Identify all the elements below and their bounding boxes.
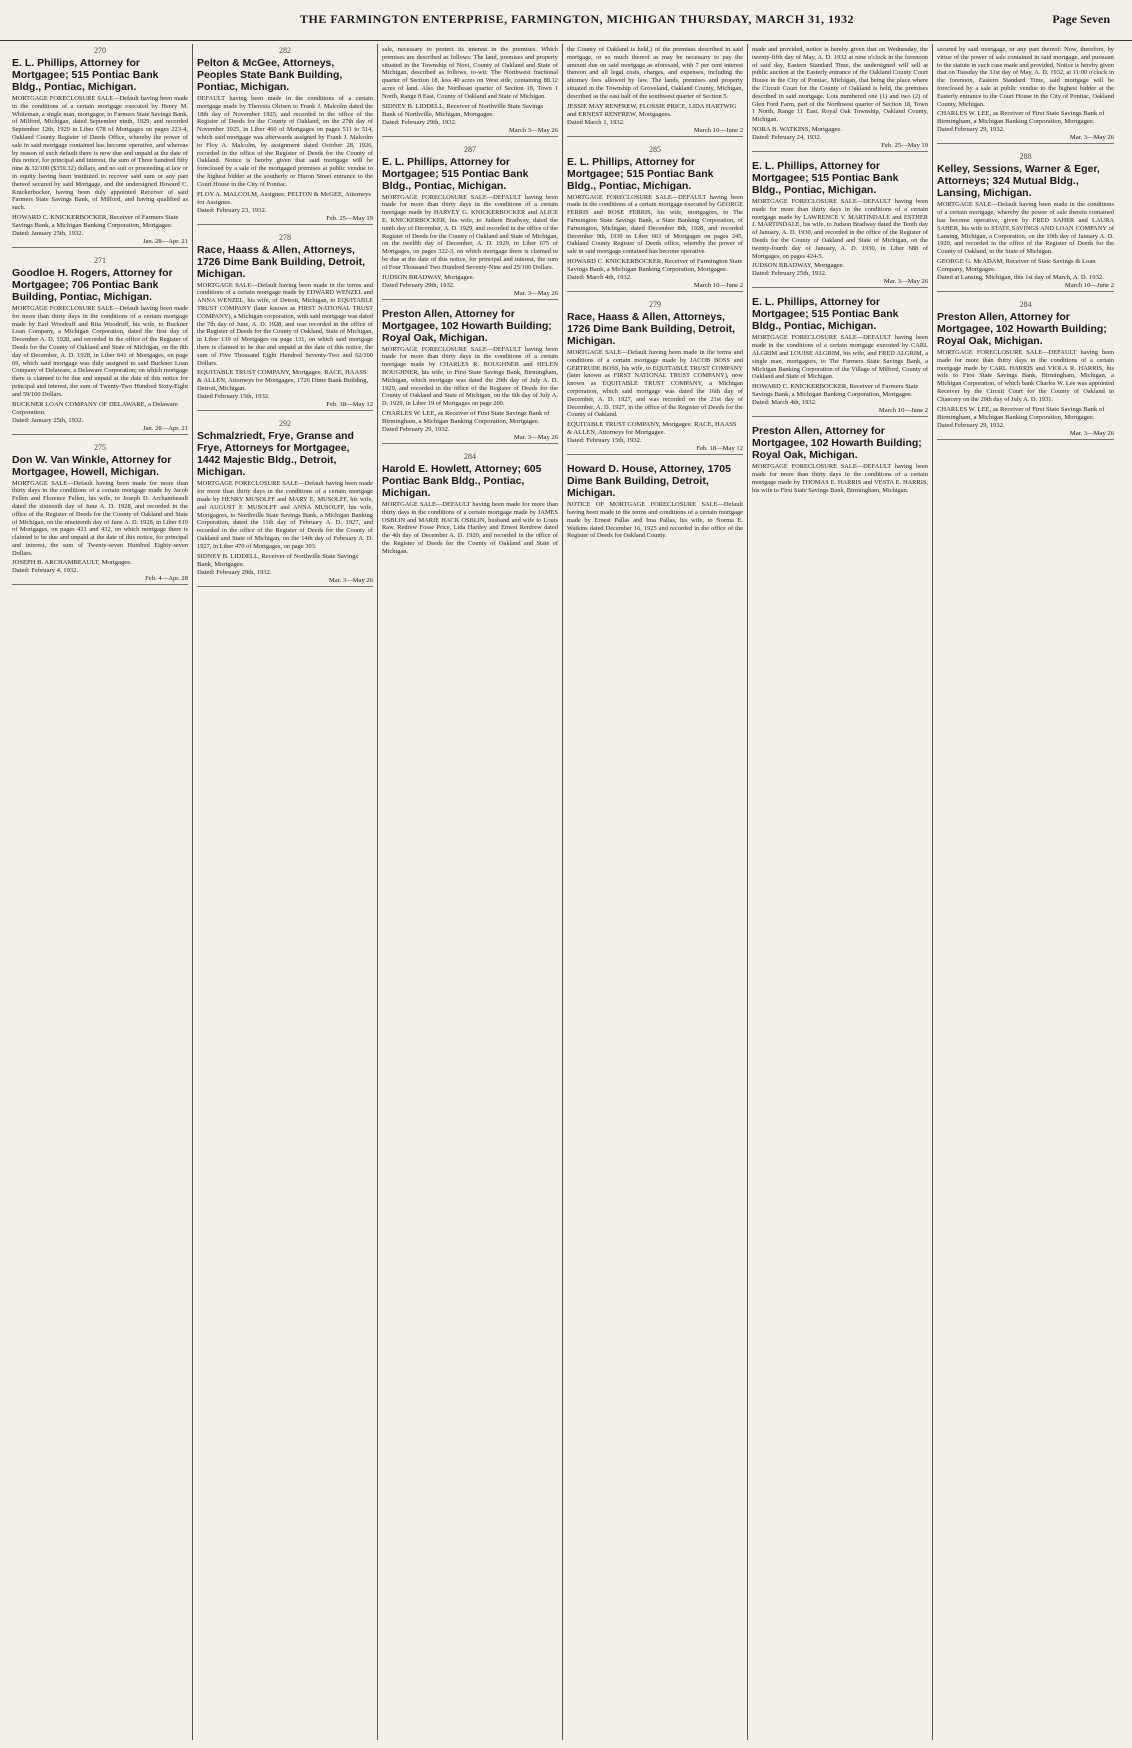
notice-signature: GEORGE G. McADAM, Receiver of State Savings & Loan Company, Mortgagee. [937, 257, 1096, 273]
legal-notice [12, 256, 188, 435]
notice-heading: E. L. Phillips, Attorney for Mortgagee; 515 Pontiac Bank Bldg., Pontiac, Michigan. [12, 57, 159, 93]
column-5 [748, 44, 933, 1740]
legal-notice [752, 46, 928, 152]
column-6 [933, 44, 1118, 1740]
notice-body: MORTGAGE FORECLOSURE SALE—DEFAULT having been made for more than thirty days in the conditions of a certain mortgage made by LAWRENCE V. MARTINDALE and ESTHER J. MARTINDALE, his wife, to Judson Bradway dated the Tenth day of January, A. D. 1930, and recorded in the office of the Register of Deeds for the County of Oakland and State of Michigan, on the twenty-fourth day of January, A. D. 1930, in Liber 688 of Mortgages, on pages 424-5. [752, 197, 928, 260]
notice-number: 270 [94, 46, 106, 55]
notice-run-dates: Jan. 28—Apr. 21 [12, 425, 188, 435]
notice-date: Dated: January 25th, 1932. [12, 416, 84, 424]
notice-body: DEFAULT having been made in the conditions of a certain mortgage made by Theresia Olrisen to Frank J. Malcolm dated the 18th day of November 1925, and recorded in the office of the Register of Deeds for the County of Oakland, on the 27th day of November 1925, in Liber 460 of Mortgages on pages 511 to 514, which said mortgage was afterwards assigned by Frank J. Malcolm to Floy A. Malcolm, by assignment dated October 28, 1926, recorded in the office of the Register of Deeds for the County of Oakland. Notice is hereby given that said mortgage will be foreclosed by a sale of the mortgaged premises at public vendue to the highest bidder at the southerly or Huron Street entrance to the Court House in the City of Pontiac. [197, 95, 373, 188]
notice-heading: Pelton & McGee, Attorneys, Peoples State Bank Building, Pontiac, Michigan. [197, 57, 343, 93]
notice-body: MORTGAGE FORECLOSURE SALE—DEFAULT having been made for more than thirty days in the conditions of a certain mortgage made by HARVEY G. KNICKERBOCKER and ALICE E. KNICKERBOCKER, his wife, to Judson Bradway, dated the ninth day of December, A. D. 1929, and recorded in the office of the Register of Deeds for the County of Oakland and State of Michigan, on the twelfth day of December, A. D. 1929, in Liber 675 of Mortgages, on pages 322-3, on which mortgage there is claimed to be due at the date of this notice, for principal and interest, the sum of Four Thousand Two Hundred Seventy-Nine and 25/100 Dollars. [382, 193, 558, 271]
notice-date: Dated: February 25th, 1932. [752, 270, 827, 278]
notice-heading: Preston Allen, Attorney for Mortgagee, 102 Howarth Building; Royal Oak, Michigan. [937, 310, 1107, 347]
notice-heading: E. L. Phillips, Attorney for Mortgagee; 515 Pontiac Bank Bldg., Pontiac, Michigan. [752, 296, 899, 333]
notice-number: 271 [94, 255, 106, 265]
masthead [0, 0, 1132, 41]
notice-signature: EQUITABLE TRUST COMPANY, Mortgagee. RACE, HAASS & ALLEN, Attorneys for Mortgagee, 1726 Dime Bank Building, Detroit, Michigan. [197, 369, 369, 393]
newspaper-columns [8, 44, 1124, 1740]
notice-date: Dated February 15th, 1932. [197, 393, 270, 401]
notice-number: 282 [279, 46, 291, 55]
column-2 [193, 44, 378, 1740]
notice-signature: JESSIE MAY RENFREW, FLOSSIE PRICE, LIDA HARTWIG and ERNEST RENFREW, Mortgagees. [567, 102, 737, 118]
legal-notice [752, 160, 928, 288]
legal-notice [937, 300, 1114, 440]
notice-body: sale, necessary to protect its interest in the premises. Which premises are described as follows: The land, premises and property situated in the Township of Novi, County of Oakland and State of Michigan, described as follows, to-wit: The Northwest fractional quarter of Section 18, less 40 acres on West side, containing 88.12 acres of land. Also the Northeast quarter of Section 18, Town 1 North, Range 8 East, County of Oakland and State of Michigan. [382, 46, 558, 100]
notice-body: MORTGAGE SALE—Default having been made in the terms and conditions of a certain mortgage made by JACOB BOSS and GERTRUDE BOSS, his wife, to EQUITABLE TRUST COMPANY (later known as FIRST NATIONAL TRUST COMPANY), now known as EQUITABLE TRUST COMPANY, a Michigan corporation, which said mortgage was dated the 16th day of December, A. D. 1927, and was recorded on the 21st day of December, A. D. 1927, in the office of the Register of Deeds for the County of Oakland. [567, 348, 743, 419]
legal-notice [752, 296, 928, 417]
legal-notice [382, 46, 558, 137]
notice-date: Dated February 29th, 1932. [382, 281, 455, 289]
notice-run-dates: March 10—June 2 [752, 407, 928, 417]
notice-signature: HOWARD C. KNICKERBOCKER, Receiver of Farmington State Savings Bank, a Michigan Banking Corporation, Mortgagee. [567, 257, 743, 273]
notice-run-dates: Feb. 4—Apr. 28 [12, 575, 188, 585]
column-1 [8, 44, 193, 1740]
notice-date: Dated: March 4th, 1932. [752, 399, 817, 407]
notice-signature: HOWARD C. KNICKERBOCKER, Receiver of Farmers State Savings Bank, a Michigan Banking Corporation, Mortgagee. [12, 213, 179, 229]
notice-number: 288 [1019, 152, 1032, 162]
legal-notice [12, 46, 188, 248]
legal-notice [382, 308, 558, 444]
legal-notice [197, 233, 373, 412]
page-number: Page Seven [1052, 12, 1110, 26]
notice-run-dates: March 10—June 2 [567, 127, 743, 137]
notice-heading: Schmalzriedt, Frye, Granse and Frye, Attorneys for Mortgagee, 1442 Majestic Bldg., Detroit, Michigan. [197, 430, 354, 479]
legal-notice [197, 46, 373, 225]
notice-body: MORTGAGE SALE—DEFAULT having been made for more than thirty days in the conditions of a certain mortgage made by JAMES OSBLIN and MARIE HACK OSBLIN, husband and wife to Louis Raw, Redrew Fosse Price, Lida Hartley and Ernest Renfrew dated the 4th day of December A. D. 1920, and recorded in the office of the Register of Deeds for the County of Oakland and State of Michigan. [382, 500, 558, 555]
notice-run-dates: Mar. 3—May 26 [752, 278, 928, 288]
notice-body: MORTGAGE SALE—Default having been made for more than thirty days in the conditions of a certain mortgage made by Jacob Fellen and Florence Fellen, his wife, to Joseph D. Archambeault dated the sixteenth day of June A. D. 1928, and recorded in the office of the Register of Deeds for the County of Oakland and State of Michigan, on the nineteenth day of June A. D. 1928, in Liber 619 of Mortgages, on pages 431 and 432, on which mortgage there is claimed to be due and unpaid at the date of this notice, for principal and interest, the sum of Twenty-seven Hundred Eighty-seven Dollars. [12, 479, 188, 557]
notice-date: Dated: February 4, 1932. [12, 567, 79, 575]
notice-heading: E. L. Phillips, Attorney for Mortgagee; 515 Pontiac Bank Bldg., Pontiac, Michigan. [752, 159, 899, 196]
notice-heading: Goodloe H. Rogers, Attorney for Mortgagee; 706 Pontiac Bank Building, Pontiac, Michigan. [12, 266, 173, 303]
notice-body: MORTGAGE FORECLOSURE SALE—DEFAULT having been made in the conditions of a certain mortgage executed by CARL ALGRIM and LOUISE ALGRIM, his wife, and FRED ALGRIM, a single man, mortgagors, to The Farmers State Savings Bank, a Michigan Banking Corporation of the Village of Milford, County of Oakland and State of Michigan. [752, 334, 928, 381]
notice-body: MORTGAGE FORECLOSURE SALE—Default having been made in the conditions of a certain mortgage executed by Henry M. Whiteman, a single man, mortgagor, to Farmers State Savings Bank, of Milford, Michigan, dated September ninth, 1929, and recorded September 12th, 1929 in Liber 678 of Mortgages on pages 223-4, Oakland County Register of Deeds Office, whereby the power of sale in said mortgage contained has become operative, and whereas by reason of such default there is now due and unpaid at the date of this notice, for principal and interest, the sum of Three hundred fifty nine & 32/100 ($359.32) dollars, and no suit or proceeding at law or in equity having been instituted to recover said sum or any part thereof secured by said Mortgage, and the undersigned Howard C. Knickerbocker, having been duly appointed Receiver of said Farmers State Savings Bank, of Milford, and having qualified as such. [12, 95, 188, 212]
legal-notice [567, 463, 743, 540]
notice-heading: Don W. Van Winkle, Attorney for Mortgagee, Howell, Michigan. [12, 453, 172, 478]
notice-run-dates: Mar. 3—May 26 [382, 290, 558, 300]
legal-notice [752, 425, 928, 494]
notice-run-dates: March 3—May 26 [382, 127, 558, 137]
notice-number: 278 [279, 232, 291, 242]
newspaper-title: THE FARMINGTON ENTERPRISE, FARMINGTON, MICHIGAN THURSDAY, MARCH 31, 1932 [300, 12, 855, 26]
notice-signature: JUDSON BRADWAY, Mortgagee. [382, 273, 475, 281]
notice-run-dates: March 10—June 2 [567, 282, 743, 292]
notice-number: 284 [1019, 299, 1032, 309]
notice-signature: NORA B. WATKINS, Mortgagee. [752, 125, 842, 133]
legal-notice [937, 152, 1114, 292]
notice-number: 275 [94, 442, 106, 452]
notice-heading: Race, Haass & Allen, Attorneys, 1726 Dime Bank Building, Detroit, Michigan. [567, 310, 736, 347]
notice-signature: CHARLES W. LEE, as Receiver of First State Savings Bank of Birmingham, a Michigan Banking Corporation, Mortgagee. [382, 409, 550, 425]
notice-signature: SIDNEY B. LIDDELL, Receiver of Northville State Savings Bank of Northville, Michigan, Mortgagee. [382, 102, 544, 118]
legal-notice [197, 419, 373, 586]
notice-signature: BUCKNER LOAN COMPANY OF DELAWARE, a Delaware Corporation. [12, 400, 178, 416]
notice-heading: Preston Allen, Attorney for Mortgagee, 102 Howarth Building; Royal Oak, Michigan. [752, 425, 922, 462]
notice-date: Dated March 1, 1932. [567, 118, 625, 126]
notice-run-dates: Jan. 28—Apr. 21 [12, 238, 188, 248]
notice-run-dates: Mar. 3—May 26 [382, 434, 558, 444]
notice-run-dates: Mar. 3—May 26 [937, 430, 1114, 440]
notice-date: Dated at Lansing, Michigan, this 1st day of March, A. D. 1932. [937, 273, 1104, 281]
notice-number: 279 [649, 299, 661, 309]
legal-notice [567, 145, 743, 292]
notice-date: Dated February 29, 1932. [937, 421, 1005, 429]
legal-notice [567, 300, 743, 455]
notice-body: MORTGAGE SALE—Default having been made in the conditions of a certain mortgage, whereby the power of sale therein contained has become operative, given by FRED SAHER and LAURA SAHER, his wife to STATE SAVINGS AND LOAN COMPANY of Lansing, Michigan, a Corporation, on the 10th day of January A. D. 1920, and recorded in the office of the Register of Deeds for the County of Oakland, in the State of Michigan. [937, 201, 1114, 256]
legal-notice [937, 46, 1114, 144]
column-3 [378, 44, 563, 1740]
notice-signature: CHARLES W. LEE, as Receiver of First State Savings Bank of Birmingham, a Michigan Banking Corporation, Mortgagee. [937, 405, 1105, 421]
legal-notice [12, 443, 188, 586]
notice-body: secured by said mortgage, or any part thereof: Now, therefore, by virtue of the power of sale contained in said mortgage, and pursuant to the statute in such case made and provided, Notice is hereby given that on Tuesday the 31st day of May, A. D. 1932, at 11:00 o'clock in the forenoon, Eastern Standard Time, said mortgage will be foreclosed by a sale at public vendue to the highest bidder at the Easterly entrance to the Court House in the City of Pontiac, Oakland County, Michigan. [937, 46, 1114, 108]
notice-heading: Kelley, Sessions, Warner & Eger, Attorneys; 324 Mutual Bldg., Lansing, Michigan. [937, 163, 1100, 200]
notice-heading: E. L. Phillips, Attorney for Mortgagee; 515 Pontiac Bank Bldg., Pontiac, Michigan. [382, 155, 529, 192]
notice-number: 285 [649, 144, 661, 154]
notice-body: NOTICE OF MORTGAGE FORECLOSURE SALE—Default having been made in the terms and conditions of a certain mortgage made by Ernest Pallas and Ima Pallas, his wife, to Norma E. Watkins dated December 16, 1925 and recorded in the office of the Register of Deeds for Oakland County. [567, 501, 743, 540]
notice-date: Dated: January 25th, 1932. [12, 229, 84, 237]
column-4 [563, 44, 748, 1740]
notice-signature: EQUITABLE TRUST COMPANY, Mortgagee. RACE, HAASS & ALLEN, Attorneys for Mortgagee. [567, 421, 737, 437]
notice-date: Dated February 29, 1932. [382, 425, 450, 433]
notice-run-dates: Feb. 18—May 12 [197, 401, 373, 411]
notice-heading: Preston Allen, Attorney for Mortgagee, 102 Howarth Building; Royal Oak, Michigan. [382, 307, 552, 344]
notice-body: MORTGAGE FORECLOSURE SALE—DEFAULT having been made for more than thirty days in the conditions of a certain mortgage made by THOMAS E. HARRIS and VESTA E. HARRIS, his wife to First State Savings Bank, Birmingham, Michigan. [752, 463, 928, 494]
notice-run-dates: Feb. 25—May 19 [752, 142, 928, 152]
notice-heading: Howard D. House, Attorney, 1705 Dime Bank Building, Detroit, Michigan. [567, 463, 731, 500]
notice-heading: Harold E. Howlett, Attorney; 605 Pontiac Bank Bldg., Pontiac, Michigan. [382, 462, 542, 499]
notice-number: 292 [279, 419, 291, 429]
notice-date: Dated: February 29th, 1932. [382, 118, 457, 126]
notice-date: Dated: February 15th, 1932. [567, 437, 642, 445]
notice-signature: CHARLES W. LEE, as Receiver of First State Savings Bank of Birmingham, a Michigan Banking Corporation, Mortgagee. [937, 110, 1105, 126]
legal-notice [382, 452, 558, 556]
notice-run-dates: Mar. 3—May 26 [197, 577, 373, 587]
notice-body: MORTGAGE FORECLOSURE SALE—Default having been made for more than thirty days in the conditions of a certain mortgage made by Earl Woodruff and Rita Woodruff, his wife, to Buckner Loan Company, a Michigan Corporation, dated the first day of December A. D. 1928, and recorded in the office of the Register of Deeds for the County of Oakland and State of Michigan, on the 8th day of December, A. D. 1928, in Liber 641 of Mortgages, on page 69, which said mortgage was duly assigned to said Buckner Loan Company of Delaware, a Delaware Corporation; on which mortgage there is claimed to be due and unpaid at the date of this notice for principal and interest, the sum of Twenty-Two Hundred Sixty-Eight and 59/100 Dollars. [12, 304, 188, 398]
notice-body: MORTGAGE FORECLOSURE SALE—Default having been made for more than thirty days in the conditions of a certain mortgage made by HENRY MUSOLFF and MARY E. MUSOLFF, his wife, and AUGUST F. MUSOLFF and ANNA MUSOLFF, his wife, Mortgagors, to Northville State Savings Bank, a Michigan Banking Corporation, dated the 11th day of February A. D. 1927, and recorded in the office of the Register of Deeds for the County of Oakland and State of Michigan, on the 14th day of February A. D. 1927, in Liber 470 of Mortgages, on page 303. [197, 480, 373, 550]
notice-date: Dated: February 24, 1932. [752, 133, 822, 141]
notice-signature: JUDSON BRADWAY, Mortgagee. [752, 262, 845, 270]
notice-signature: JOSEPH B. ARCHAMBEAULT, Mortgagee. [12, 559, 132, 567]
notice-date: Dated February 29, 1932. [937, 126, 1005, 134]
notice-heading: Race, Haass & Allen, Attorneys, 1726 Dime Bank Building, Detroit, Michigan. [197, 243, 366, 280]
notice-run-dates: Feb. 25—May 19 [197, 215, 373, 225]
notice-signature: SIDNEY B. LIDDELL, Receiver of Northville State Savings Bank, Mortgagee. [197, 552, 359, 568]
notice-body: the County of Oakland is held,) of the premises described in said mortgage, or so much thereof as may be necessary to pay the amount due on said mortgage as aforesaid, with 7 per cent interest thereon and all legal costs, charges, and expenses, including the attorney fees allowed by law. The lands, premises and property situated in the Township of Groveland, Oakland County, Michigan, described as the east half of the southwest quarter of Section 5. [567, 46, 743, 100]
notice-signature: HOWARD C. KNICKERBOCKER, Receiver of Farmers State Savings Bank, a Michigan Banking Corporation, Mortgagee. [752, 383, 919, 399]
notice-body: MORTGAGE SALE—Default having been made in the terms and conditions of a certain mortgage made by EDWARD WENZEL and ANNA WENZEL, his wife, of Detroit, Michigan, to EQUITABLE TRUST COMPANY (later known as FIRST NATIONAL TRUST COMPANY), a Michigan corporation, with said mortgage was dated the 7th day of June, A. D. 1928, and was recorded in the office of the Register of Deeds for the County of Oakland, State of Michigan, in Liber 139 of Mortgages on page 131, on which said mortgage there is claimed to be due and unpaid at the date of this notice, the sum of Five Thousand Eight Hundred Seventy-Two and 62/100 Dollars. [197, 281, 373, 367]
notice-run-dates: Feb. 18—May 12 [567, 445, 743, 455]
legal-notice [567, 46, 743, 137]
notice-date: Dated: February 23, 1932. [197, 206, 267, 214]
notice-run-dates: March 10—June 2 [937, 282, 1114, 292]
notice-date: Dated: February 29th, 1932. [197, 568, 272, 576]
notice-body: MORTGAGE FORECLOSURE SALE—DEFAULT having been made in the conditions of a certain mortgage executed by GEORGE FERRIS and ROSE FERRIS, his wife, mortgagors, to The Farmington State Savings Bank, a State Banking Corporation, of Farmington, Michigan, dated December 8th, 1928, and recorded December 9th, 1930 in Liber 663 of Mortgages on pages 245, Oakland County Register of Deeds office, whereby the power of sale in said mortgage contained has become operative. [567, 193, 743, 256]
notice-number: 287 [464, 144, 476, 154]
legal-notice [382, 145, 558, 300]
notice-signature: FLOY A. MALCOLM, Assignee. PELTON & McGEE, Attorneys for Assignee. [197, 190, 371, 206]
notice-body: MORTGAGE FORECLOSURE SALE—DEFAULT having been made for more than thirty days in the conditions of a certain mortgage made by CHARLES R. BOUGHNER and HELEN BOUGHNER, his wife, to First State Savings Bank, Birmingham, Michigan, which mortgage was dated the 29th day of July A. D. 1929, and recorded in the office of the Register of Deeds for the County of Oakland and State of Michigan, on the 6th day of July A. D. 1929, in Liber 19 of Mortgages on page 200. [382, 345, 558, 408]
notice-heading: E. L. Phillips, Attorney for Mortgagee; 515 Pontiac Bank Bldg., Pontiac, Michigan. [567, 155, 714, 192]
notice-body: made and provided, notice is hereby given that on Wednesday, the twenty-fifth day of May, A. D. 1932 at nine o'clock in the forenoon of said day, Eastern Standard Time, the undersigned will sell at public auction at the Easterly entrance of the Oakland County Court House in the City of Pontiac, Michigan, that being the place where the Circuit Court for the County of Oakland is held, the premises described in said mortgage. Lots numbered one (1) and two (2) of Glen Ford Farm, part of the Northwest quarter of Section 18, Town 1 North, Range 11 East, Royal Oak Township, Oakland County, Michigan. [752, 46, 928, 124]
notice-date: Dated: March 4th, 1932. [567, 273, 632, 281]
notice-run-dates: Mar. 3—May 26 [937, 134, 1114, 144]
notice-body: MORTGAGE FORECLOSURE SALE—DEFAULT having been made for more than thirty days in the conditions of a certain mortgage made by CARL HARRIS and VIOLA R. HARRIS, his wife to First State Savings Bank, Birmingham, Michigan, a Michigan Corporation, of which bank Charles W. Lee was appointed Receiver by the Circuit Court for the County of Oakland in Chancery on the 29th day of July A. D. 1931. [937, 348, 1114, 403]
notice-number: 284 [464, 451, 476, 461]
